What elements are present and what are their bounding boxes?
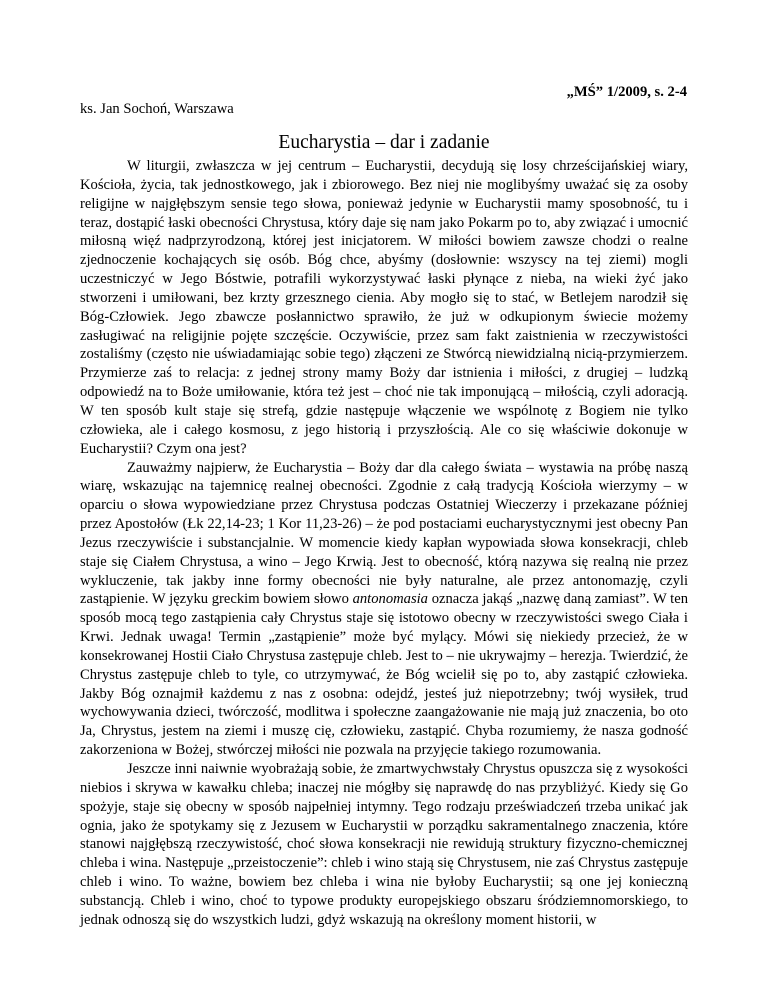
paragraph-2 <box>80 459 688 761</box>
paragraph-2-text-b: oznacza jakąś „nazwę daną zamiast”. W ten sposób mocą tego zastąpienia cały Chrystus staje się istotowo obecny w rzeczywistości swego Ciała i Krwi. Jednak uwaga! Termin „zastąpienie” może być mylący. Mówi się niekiedy przecież, że w konsekrowanej Hostii Ciało Chrystusa zastępuje chleb. Jest to – nie ukrywajmy – herezja. Twierdzić, że Chrystus zastępuje chleb to tyle, co utrzymywać, że Bóg wcielił się po to, aby zastąpić człowieka. Jakby Bóg oznajmił każdemu z nas z osobna: odejdź, jesteś już niepotrzebny; twój wysiłek, trud wychowywania dzieci, twórczość, modlitwa i społeczne zaangażowanie nie mają już znaczenia, bo oto Ja, Chrystus, jestem na ziemi i muszę cię, człowieku, zastąpić. Chyba rozumiemy, że nasza godność zakorzeniona w Bożej, stwórczej miłości nie pozwala na przyjęcie takiego rozumowania. <box>80 591 688 759</box>
paragraph-1: W liturgii, zwłaszcza w jej centrum – Eucharystii, decydują się losy chrześcijańskiej wiary, Kościoła, życia, tak jednostkowego, jak i zbiorowego. Bez niej nie moglibyśmy uważać się za osoby religijne w najgłębszym sensie tego słowa, ponieważ jedynie w Eucharystii mamy sposobność, tu i teraz, dostąpić łaski obecności Chrystusa, który daje się nam jako Pokarm po to, aby związać i umocnić miłosną więź nadprzyrodzoną, której jest inicjatorem. W miłości bowiem zawsze chodzi o realne zjednoczenie kochających się osób. Bóg chce, abyśmy (dosłownie: wszyscy na tej ziemi) mogli uczestniczyć w Jego Bóstwie, potrafili wykorzystywać łaski płynące z nieba, na wieki żyć jako stworzeni i umiłowani, bez krzty grzesznego cienia. Aby mogło się to stać, w Betlejem narodził się Bóg-Człowiek. Jego zbawcze posłannictwo sprawiło, że już w odkupionym świecie możemy zasługiwać na religijnie pojęte szczęście. Oczywiście, przez sam fakt zaistnienia w rzeczywistości zostaliśmy (często nie uświadamiając sobie tego) złączeni ze Stwórcą niewidzialną nicią-przymierzem. Przymierze zaś to relacja: z jednej strony mamy Boży dar istnienia i miłości, z drugiej – ludzką odpowiedź na to Boże umiłowanie, która też jest – choć nie tak imponującą – miłością, czyli adoracją. W ten sposób kult staje się strefą, gdzie następuje włączenie we wspólnotę z Bogiem nie tylko człowieka, ale i całego kosmosu, z jego historią i przyszłością. Ale co się właściwie dokonuje w Eucharystii? Czym ona jest? <box>80 158 688 457</box>
article-body <box>80 157 688 930</box>
author-line: ks. Jan Sochoń, Warszawa <box>80 101 234 117</box>
article-title: Eucharystia – dar i zadanie <box>278 132 490 153</box>
greek-term: antonomasia <box>352 591 428 608</box>
paragraph-2-text-a: Zauważmy najpierw, że Eucharystia – Boży dar dla całego świata – wystawia na próbę naszą wiarę, wskazując na tajemnicę realnej obecności. Zgodnie z całą tradycją Kościoła wierzymy – w oparciu o słowa wypowiedziane przez Chrystusa podczas Ostatniej Wieczerzy i przekazane później przez Apostołów (Łk 22,14-23; 1 Kor 11,23-26) – że pod postaciami eucharystycznymi jest obecny Pan Jezus rzeczywiście i substancjalnie. W momencie kiedy kapłan wypowiada słowa konsekracji, chleb staje się Ciałem Chrystusa, a wino – Jego Krwią. Jest to obecność, którą nazywa się realną nie przez wykluczenie, tak jakby inne formy obecności nie były naturalne, ale przez antonomazję, czyli zastąpienie. W języku greckim bowiem słowo <box>80 459 688 608</box>
source-reference: „MŚ” 1/2009, s. 2-4 <box>566 84 687 100</box>
paragraph-3: Jeszcze inni naiwnie wyobrażają sobie, że zmartwychwstały Chrystus opuszcza się z wysokości niebios i skrywa w kawałku chleba; inaczej nie mógłby się naprawdę do nas przybliżyć. Kiedy się Go spożyje, staje się obecny w sposób najpełniej intymny. Tego rodzaju przeświadczeń trzeba unikać jak ognia, jako że spotykamy się z Jezusem w Eucharystii w porządku sakramentalnego znaczenia, które stanowi najgłębszą rzeczywistość, choć słowa konsekracji nie rewidują struktury fizyczno-chemicznej chleba i wina. Następuje „przeistoczenie”: chleb i wino stają się Chrystusem, nie zaś Chrystus zastępuje chleb i wino. To ważne, bowiem bez chleba i wina nie byłoby Eucharystii; są one jej konieczną substancją. Chleb i wino, choć to typowe produkty europejskiego obszaru śródziemnomorskiego, to jednak odnoszą się do wszystkich ludzi, gdyż wskazują na określony moment historii, w <box>80 761 688 928</box>
